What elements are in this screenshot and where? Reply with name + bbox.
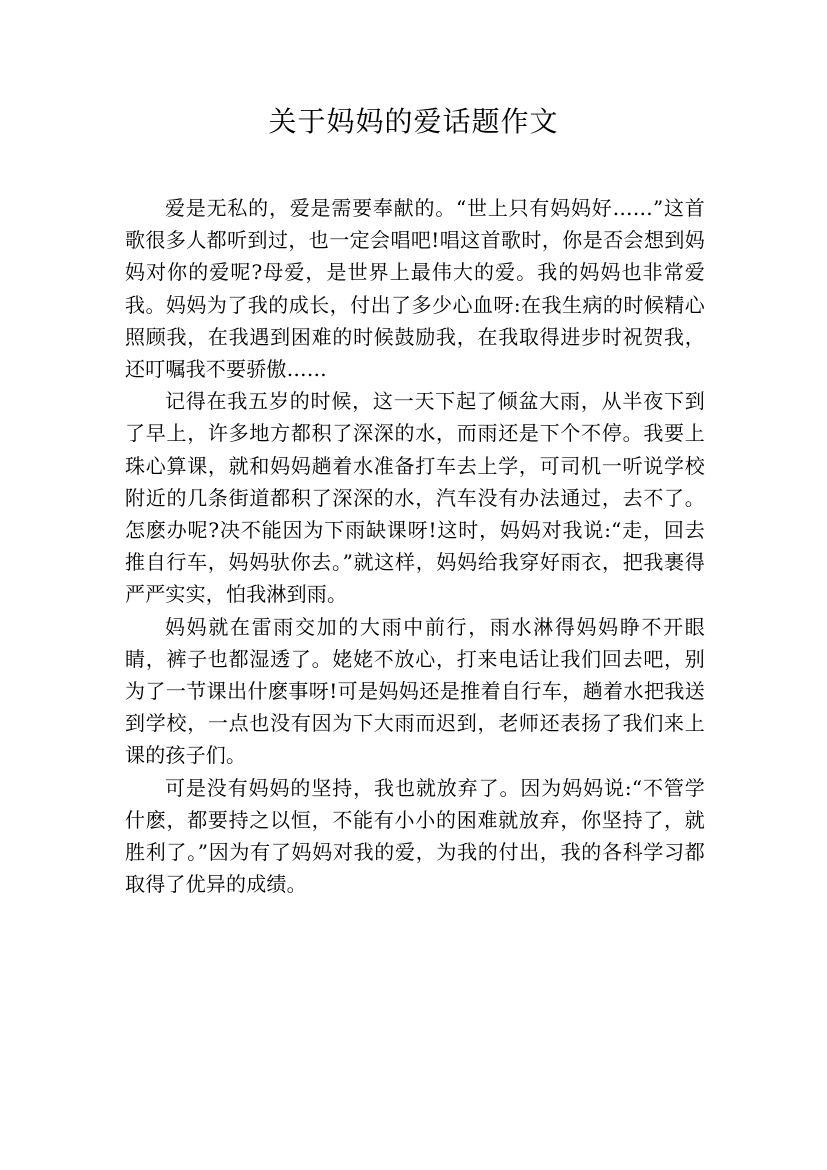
paragraph-2: 记得在我五岁的时候，这一天下起了倾盆大雨，从半夜下到了早上，许多地方都积了深深的水，而雨还是下个不停。我要上珠心算课，就和妈妈趟着水准备打车去上学，可司机一听说学校附近的几条街道都积了深深的水，汽车没有办法通过，去不了。怎麽办呢?决不能因为下雨缺课呀!这时，妈妈对我说:“走，回去推自行车，妈妈驮你去。”就这样，妈妈给我穿好雨衣，把我裹得严严实实，怕我淋到雨。	[125, 389, 705, 607]
paragraph-1: 爱是无私的，爱是需要奉献的。“世上只有妈妈好……”这首歌很多人都听到过，也一定会唱吧!唱这首歌时，你是否会想到妈妈对你的爱呢?母爱，是世界上最伟大的爱。我的妈妈也非常爱我。妈妈为了我的成长，付出了多少心血呀:在我生病的时候精心照顾我，在我遇到困难的时候鼓励我，在我取得进步时祝贺我，还叮嘱我不要骄傲……	[125, 196, 705, 382]
document-title: 关于妈妈的爱话题作文	[268, 105, 559, 138]
paragraph-4: 可是没有妈妈的坚持，我也就放弃了。因为妈妈说:“不管学什麽，都要持之以恒，不能有小小的困难就放弃，你坚持了，就胜利了。”因为有了妈妈对我的爱，为我的付出，我的各科学习都取得了优异的成绩。	[125, 775, 705, 897]
document-body	[125, 192, 705, 900]
paragraph-3: 妈妈就在雷雨交加的大雨中前行，雨水淋得妈妈睁不开眼睛，裤子也都湿透了。姥姥不放心，打来电话让我们回去吧，别为了一节课出什麽事呀!可是妈妈还是推着自行车，趟着水把我送到学校，一点也没有因为下大雨而迟到，老师还表扬了我们来上课的孩子们。	[125, 614, 705, 768]
